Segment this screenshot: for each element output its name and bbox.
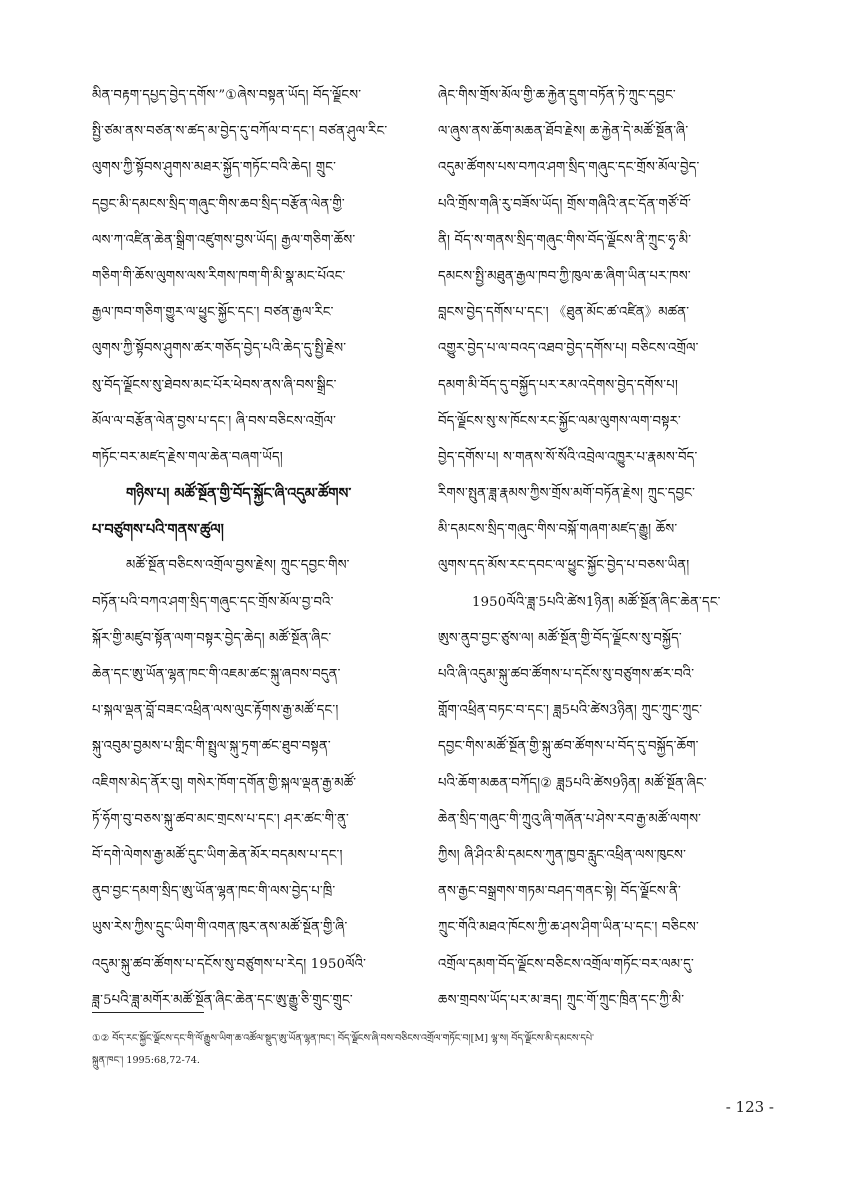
- text-line: ནི། བོད་ས་གནས་སྲིད་གཞུང་གིས་བོད་ལྗོངས་ནི་ཀྲུང་ཧྭ་མི་: [438, 232, 692, 248]
- text-line: གློག་འཕྲིན་བཏང་བ་དང་། ཟླ5པའི་ཚེས3ཉིན། ཀྲུང་ཀྲུང་ཀྲུང་: [438, 703, 703, 719]
- text-line: ཡུས་རེས་ཀྱིས་དྲུང་ཡིག་གི་འགན་ཁུར་ནས་མཚོ་སྔོན་གྱི་ཞི་: [92, 920, 348, 936]
- footnote-line: ①② བོད་རང་སྐྱོང་ལྗོངས་དང་གི་ལོ་རྒྱུས་ཡིག་ཆ་འཚོལ་སྡུད་ཨུ་ཡོན་ལྷན་ཁང་། བོད་ལྗོངས་ཞི་བས་བཅིངས་འགྲོལ་གཏོང་བ།[M] ལྷ་ས། བོད་ལྗོངས་མི་དམངས་དཔེ་: [92, 1033, 595, 1044]
- text-line: དམངས་སྤྱི་མཐུན་རྒྱལ་ཁབ་ཀྱི་ཁུལ་ཆ་ཞིག་ཡིན་པར་ཁས་: [438, 268, 691, 284]
- text-line: 1950ལོའི་ཟླ་5པའི་ཚེས1ཉིན། མཚོ་སྔོན་ཞིང་ཆེན་དང་: [472, 594, 721, 610]
- text-line: དབྱང་གིས་མཚོ་སྔོན་གྱི་སྐུ་ཚབ་ཚོགས་པ་བོད་དུ་བསྐྱོད་ཆོག་: [438, 739, 699, 755]
- footnote-line: སྐྲུན་ཁང་། 1995:68,72-74.: [92, 1055, 200, 1066]
- text-line: མིན་བརྟག་དཔྱད་བྱེད་དགོས་”①ཞེས་བསྟན་ཡོད། བོད་ལྗོངས་: [92, 88, 362, 103]
- right-column: [438, 78, 778, 1019]
- text-line: འགྲོལ་དམག་བོད་ལྗོངས་བཅིངས་འགྲོལ་གཏོང་བར་ལམ་དུ་: [438, 956, 694, 972]
- text-line: ཟླ་5པའི་ཟླ་མགོར་མཚོ་སྔོན་ཞིང་ཆེན་དང་ཨུ་རྒྱུ་ཅི་གྲུང་གྲུང་: [92, 992, 353, 1008]
- text-line: འགྱུར་བྱེད་པ་ལ་བའད་འཐབ་བྱེད་དགོས་པ། བཅིངས་འགྲོལ་: [438, 341, 699, 357]
- footnote-divider: [92, 1012, 204, 1013]
- left-body-text: [92, 78, 432, 476]
- text-line: དམག་མི་བོད་དུ་བསྐྱོད་པར་རམ་འདེགས་བྱེད་དགོས་པ།: [438, 377, 679, 393]
- text-line: པའི་གྲོས་གཞི་རུ་བཟོས་ཡོད། གྲོས་གཞིའི་ནང་དོན་གཙོ་བོ་: [438, 196, 692, 212]
- footnote: [92, 1028, 772, 1072]
- right-body-text: [438, 78, 778, 585]
- text-line: བོད་ལྗོངས་སུ་ས་ཁོངས་རང་སྐྱོང་ལམ་ལུགས་ལག་བསྟར་: [438, 413, 681, 429]
- text-line: སུ་བོད་ལྗོངས་སུ་ཐེབས་མང་པོར་ཕེབས་ནས་ཞི་བས་སྒྲིང་: [92, 377, 337, 393]
- text-line: རྒྱལ་ཁབ་གཅིག་གྱུར་ལ་ཕྱུང་སྐྱོང་དང་། བཙན་རྒྱལ་རིང་: [92, 305, 334, 321]
- text-line: ལས་ཀ་འཛིན་ཆེན་སྒྲིག་འཛུགས་བྱས་ཡོད། རྒྱལ་གཅིག་ཆོས་: [92, 232, 356, 248]
- text-line: པ་བཙུགས་པའི་གནས་ཚུལ།: [92, 521, 224, 539]
- text-line: ཆས་གྲབས་ཡོད་པར་མ་ཟད། ཀྲུང་གོ་ཀྲུང་ཁྲིན་དང་ཀྱི་མི་: [438, 992, 685, 1008]
- text-line: བྱེད་དགོས་པ། ས་གནས་སོ་སོའི་འབྲེལ་འཁྱུར་པ་རྣམས་བོད་: [438, 449, 698, 465]
- text-line: མི་དམངས་སྲིད་གཞུང་གིས་བསྐོ་གཞག་མཛད་རྒྱུ། ཆོས་: [438, 522, 678, 538]
- text-line: མཚོ་སྔོན་བཅིངས་འགྲོལ་བྱས་རྗེས། ཀྲུང་དབྱང་གིས་: [126, 558, 350, 574]
- left-body-text-continued: [92, 548, 432, 1018]
- text-line: འདུམ་སྐུ་ཚབ་ཚོགས་པ་དངོས་སུ་བཙུགས་པ་རེད། 1950ལོའི་: [92, 956, 367, 972]
- text-line: པའི་ཞི་འདུམ་སྐུ་ཚབ་ཚོགས་པ་དངོས་སུ་བཙུགས་ཚར་བའི་: [438, 667, 695, 682]
- text-line: ཨུས་ནུབ་བྱང་ཙུས་ལ། མཚོ་སྔོན་གྱི་བོད་ལྗོངས་སུ་བསྐྱོད་: [438, 630, 682, 646]
- text-line: ཀྱིས། ཞི་ཤིའ་མི་དམངས་ཀུན་ཁྱབ་རླུང་འཕྲིན་ལས་ཁུངས་: [438, 847, 687, 863]
- left-column: [92, 78, 432, 1019]
- section-heading: [92, 476, 432, 548]
- text-line: ཆེན་དང་ཨུ་ཡོན་ལྷན་ཁང་གི་འཇམ་ཚང་སྐུ་ཞབས་བདུན་: [92, 667, 341, 682]
- text-line: པའི་ཆོག་མཆན་བཀོད།② ཟླ5པའི་ཚེས9ཉིན། མཚོ་སྔོན་ཞིང་: [438, 775, 707, 791]
- text-line: འཇིགས་མེད་ནོར་བུ། གསེར་ཁོག་དགོན་གྱི་སྐལ་ལྡན་རྒྱ་མཚོ་: [92, 775, 357, 791]
- text-line: གཏོང་བར་མཛད་རྗེས་གལ་ཆེན་བཞག་ཡོད།: [92, 449, 283, 465]
- text-line: བོ་དགེ་ལེགས་རྒྱ་མཚོ་དུང་ཡིག་ཆེན་མོར་བདམས་པ་དང་།: [92, 847, 343, 863]
- text-line: ཆེན་སྲིད་གཞུང་གི་ཀྲུའུ་ཞི་གཞོན་པ་ཤེས་རབ་རྒྱ་མཚོ་ལགས་: [438, 811, 702, 827]
- text-line: ནུབ་བྱང་དམག་སྲིད་ཨུ་ཡོན་ལྷན་ཁང་གི་ལས་བྱེད་པ་ཁྲི་: [92, 884, 336, 900]
- text-line: ནས་རྒྱང་བསྒྲགས་གཏམ་བཤད་གནང་སྟེ། བོད་ལྗོངས་ནི་: [438, 884, 681, 900]
- text-line: ཞེང་གིས་གྲོས་མོལ་གྱི་ཆ་རྐྱེན་དྲུག་བཏོན་ཏེ་ཀྲུང་དབྱང་: [438, 88, 676, 103]
- text-line: སྐོར་གྱི་མཛུབ་སྟོན་ལག་བསྟར་བྱེད་ཆེད། མཚོ་སྔོན་ཞིང་: [92, 630, 332, 646]
- text-line: ལུགས་ཀྱི་སྟོབས་ཤུགས་ཚར་གཅོད་བྱེད་པའི་ཆེད་དུ་སྤྱི་རྗེས་: [92, 341, 347, 357]
- text-line: གཉིས་པ། མཚོ་སྔོན་གྱི་བོད་སྐྱོང་ཞི་འདུམ་ཚོགས་: [126, 485, 352, 503]
- page-number: - 123 -: [725, 1098, 774, 1116]
- text-line: ཀྲུང་གོའི་མཐའ་ཁོངས་ཀྱི་ཆ་ཤས་ཤིག་ཡིན་པ་དང་། བཅིངས་: [438, 920, 699, 936]
- text-line: དབྱང་མི་དམངས་སྲིད་གཞུང་གིས་ཆབ་སྲིད་བརྩོན་ལེན་གྱི་: [92, 196, 345, 212]
- text-line: སྐུ་འབུམ་བྱམས་པ་གླིང་གི་སྤྲུལ་སྐུ་ཏྲག་ཚང་ཐུབ་བསྟན་: [92, 739, 331, 755]
- right-body-text-continued: [438, 585, 778, 1019]
- text-line: གཅིག་གི་ཆོས་ལུགས་ལས་རིགས་ཁག་གི་མི་སྣ་མང་པོའང་: [92, 268, 346, 284]
- text-line: ལ་ཞུས་ནས་ཆོག་མཆན་ཐོབ་རྗེས། ཆ་རྐྱེན་དེ་མཚོ་སྔོན་ཞི་: [438, 124, 689, 140]
- text-line: རིགས་སྤུན་ཟླ་རྣམས་ཀྱིས་གྲོས་མགོ་བཏོན་རྗེས། ཀྲུང་དབྱང་: [438, 486, 696, 502]
- text-line: བཏོན་པའི་བཀའ་ཤག་སྲིད་གཞུང་དང་གྲོས་མོལ་བྱ་བའི་: [92, 594, 334, 610]
- text-line: ཏོ་ཧོག་བུ་བཅས་སྐུ་ཚབ་མང་གྲངས་པ་དང་། ཤར་ཚང་གི་ནུ་: [92, 811, 350, 827]
- text-line: བླངས་བྱེད་དགོས་པ་དང་། 《ཐུན་མོང་ཚ་འཛིན》མཚན་: [438, 305, 690, 321]
- text-line: མོལ་ལ་བརྩོན་ལེན་བྱས་པ་དང་། ཞི་བས་བཅིངས་འགྲོལ་: [92, 413, 337, 429]
- text-line: ལུགས་ཀྱི་སྟོབས་ཤུགས་མཐར་སྐྱོད་གཏོང་བའི་ཆེད། གྲུང་: [92, 160, 337, 176]
- text-line: ལུགས་དད་མོས་རང་དབང་ལ་ཕྱུང་སྐྱོང་བྱེད་པ་བཅས་ཡིན།: [438, 558, 690, 574]
- text-line: འདུམ་ཚོགས་པས་བཀའ་ཤག་སྲིད་གཞུང་དང་གྲོས་མོལ་བྱེད་: [438, 160, 700, 176]
- text-line: སྤྱི་ཙམ་ནས་བཙན་ས་ཚད་མ་བྱེད་དུ་བཀོལ་བ་དང་། བཙན་ཤུལ་རིང་: [92, 124, 388, 140]
- text-line: པ་སྐལ་ལྡན་བློ་བཟང་འཕྲིན་ལས་ལུང་རྟོགས་རྒྱ་མཚོ་དང་།: [92, 703, 339, 719]
